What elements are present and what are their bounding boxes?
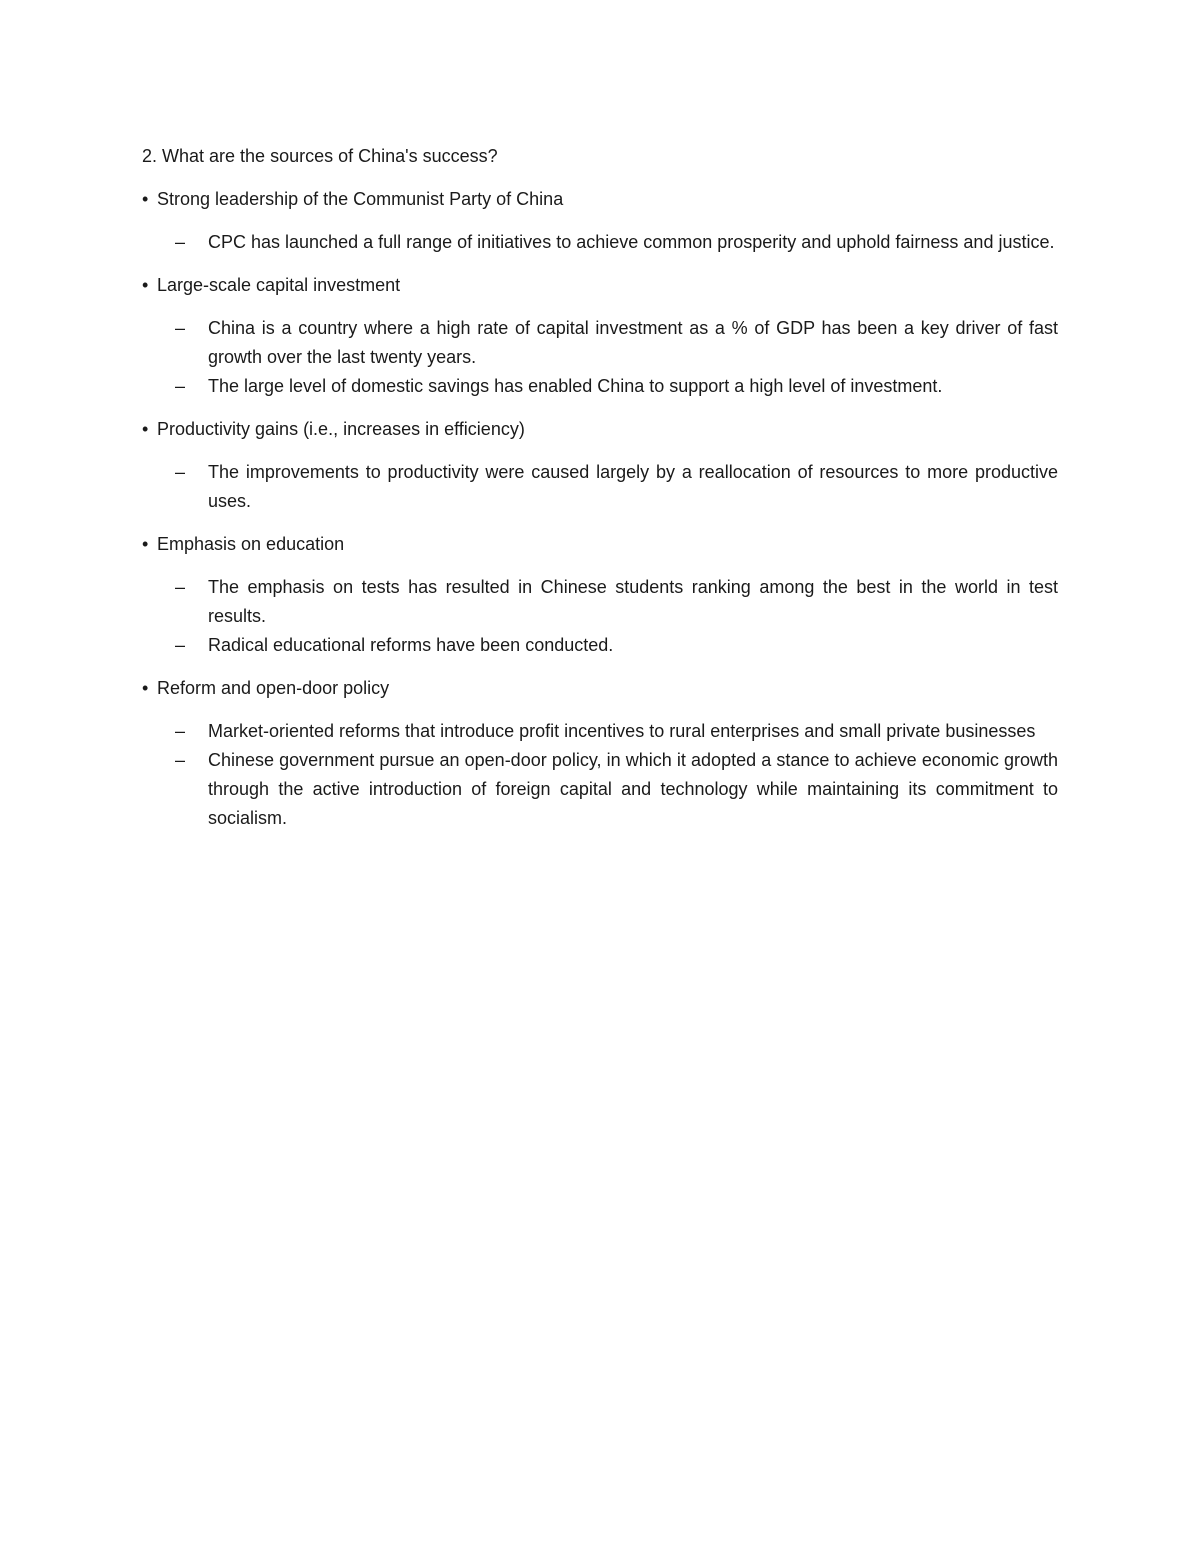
section-leadership (142, 185, 1058, 257)
dash-icon: – (175, 318, 186, 338)
section-reform-open-door (142, 674, 1058, 833)
bullet-heading-text: Emphasis on education (157, 534, 345, 554)
dash-icon: – (175, 577, 186, 597)
dash-icon: – (175, 462, 186, 482)
sub-point-text: CPC has launched a full range of initiatives to achieve common prosperity and uphold fairness and justice. (208, 232, 1055, 252)
bullet-heading (142, 530, 1058, 559)
sub-point-text: The large level of domestic savings has enabled China to support a high level of investment. (208, 376, 943, 396)
sub-point (142, 228, 1058, 257)
sub-point-list (142, 717, 1058, 833)
bullet-heading (142, 415, 1058, 444)
bullet-icon: • (142, 419, 149, 439)
sub-point-list (142, 314, 1058, 401)
bullet-heading-text: Productivity gains (i.e., increases in efficiency) (157, 419, 525, 439)
question-heading: 2. What are the sources of China's success? (142, 146, 498, 166)
bullet-heading-text: Strong leadership of the Communist Party of China (157, 189, 564, 209)
section-education (142, 530, 1058, 660)
bullet-icon: • (142, 678, 149, 698)
bullet-heading (142, 271, 1058, 300)
document-body (142, 142, 1058, 847)
dash-icon: – (175, 750, 186, 770)
dash-icon: – (175, 721, 186, 741)
sub-point-list (142, 573, 1058, 660)
section-productivity (142, 415, 1058, 516)
sub-point (142, 746, 1058, 833)
bullet-heading (142, 185, 1058, 214)
bullet-icon: • (142, 534, 149, 554)
dash-icon: – (175, 232, 186, 252)
sub-point-text: Market-oriented reforms that introduce profit incentives to rural enterprises and small private businesses (208, 721, 1036, 741)
sub-point (142, 717, 1058, 746)
sub-point-text: The emphasis on tests has resulted in Chinese students ranking among the best in the world in test results. (208, 577, 1058, 626)
sub-point (142, 631, 1058, 660)
sub-point-list (142, 228, 1058, 257)
bullet-heading-text: Large-scale capital investment (157, 275, 401, 295)
sub-point-text: Chinese government pursue an open-door policy, in which it adopted a stance to achieve economic growth through the active introduction of foreign capital and technology while maintaining its commitment to socialism. (208, 750, 1058, 828)
sub-point (142, 458, 1058, 516)
sub-point-text: The improvements to productivity were caused largely by a reallocation of resources to more productive uses. (208, 462, 1058, 511)
sub-point-text: China is a country where a high rate of capital investment as a % of GDP has been a key driver of fast growth over the last twenty years. (208, 318, 1058, 367)
dash-icon: – (175, 635, 186, 655)
sub-point (142, 314, 1058, 372)
dash-icon: – (175, 376, 186, 396)
section-capital-investment (142, 271, 1058, 401)
bullet-icon: • (142, 189, 149, 209)
bullet-heading (142, 674, 1058, 703)
sub-point (142, 573, 1058, 631)
bullet-heading-text: Reform and open-door policy (157, 678, 390, 698)
sub-point-text: Radical educational reforms have been conducted. (208, 635, 614, 655)
sub-point-list (142, 458, 1058, 516)
bullet-icon: • (142, 275, 149, 295)
sub-point (142, 372, 1058, 401)
